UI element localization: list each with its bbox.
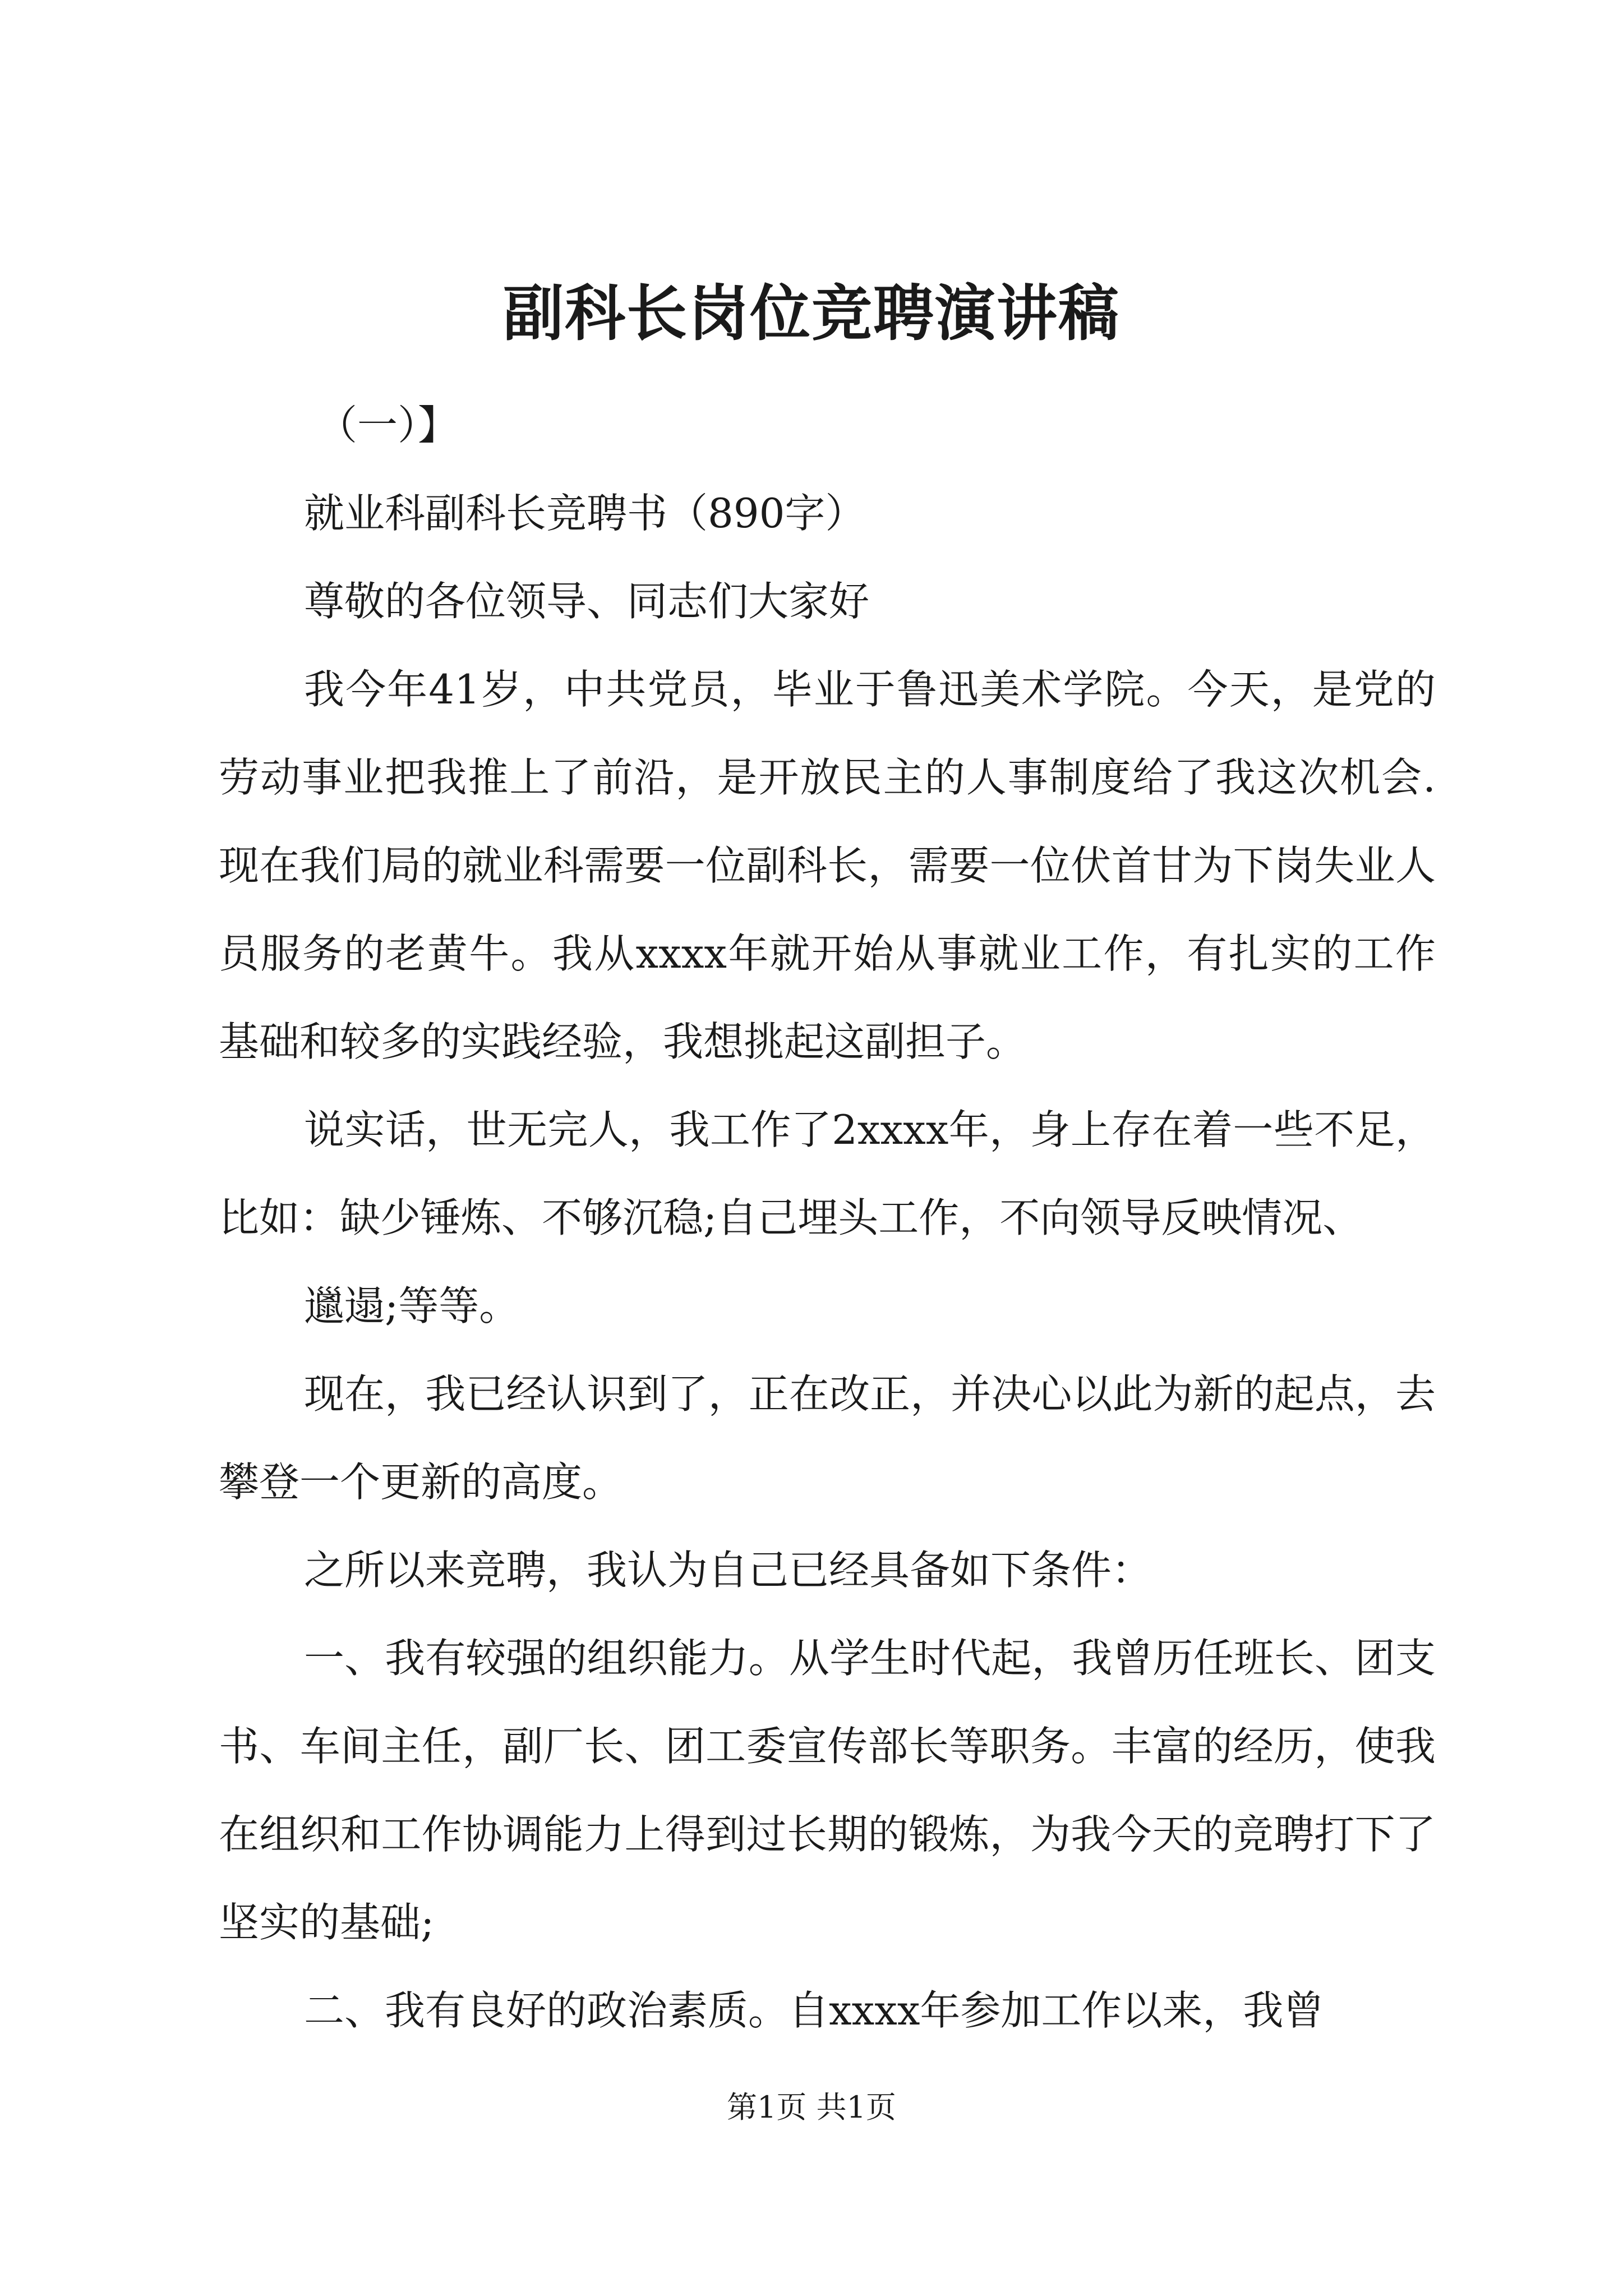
document-body xyxy=(219,381,1436,2055)
paragraph: 尊敬的各位领导、同志们大家好 xyxy=(304,578,870,625)
paragraph: 之所以来竞聘，我认为自己已经具备如下条件： xyxy=(304,1547,1152,1594)
paragraph: 说实话，世无完人，我工作了2xxxx年，身上存在着一些不足，比如：缺少锤炼、不够沉稳;自己埋头工作，不向领导反映情况、 xyxy=(219,1106,1436,1241)
paragraph: 我今年41岁，中共党员，毕业于鲁迅美术学院。今天，是党的劳动事业把我推上了前沿，是开放民主的人事制度给了我这次机会.现在我们局的就业科需要一位副科长，需要一位伏首甘为下岗失业人员服务的老黄牛。我从xxxx年就开始从事就业工作，有扎实的工作基础和较多的实践经验，我想挑起这副担子。 xyxy=(219,666,1436,1065)
paragraph: 现在，我已经认识到了，正在改正，并决心以此为新的起点，去攀登一个更新的高度。 xyxy=(219,1370,1436,1506)
paragraph: 一、我有较强的组织能力。从学生时代起，我曾历任班长、团支书、车间主任，副厂长、团工委宣传部长等职务。丰富的经历，使我在组织和工作协调能力上得到过长期的锻炼，为我今天的竞聘打下了坚实的基础; xyxy=(219,1635,1436,1946)
paragraph: 二、我有良好的政治素质。自xxxx年参加工作以来，我曾 xyxy=(304,1987,1324,2034)
section-marker: （一）】 xyxy=(317,402,459,449)
paragraph: 邋遢;等等。 xyxy=(304,1282,520,1329)
document-title: 副科长岗位竞聘演讲稿 xyxy=(502,278,1120,349)
paragraph: 就业科副科长竞聘书（890字） xyxy=(304,490,866,537)
page-number-footer: 第1页 共1页 xyxy=(727,2090,896,2125)
